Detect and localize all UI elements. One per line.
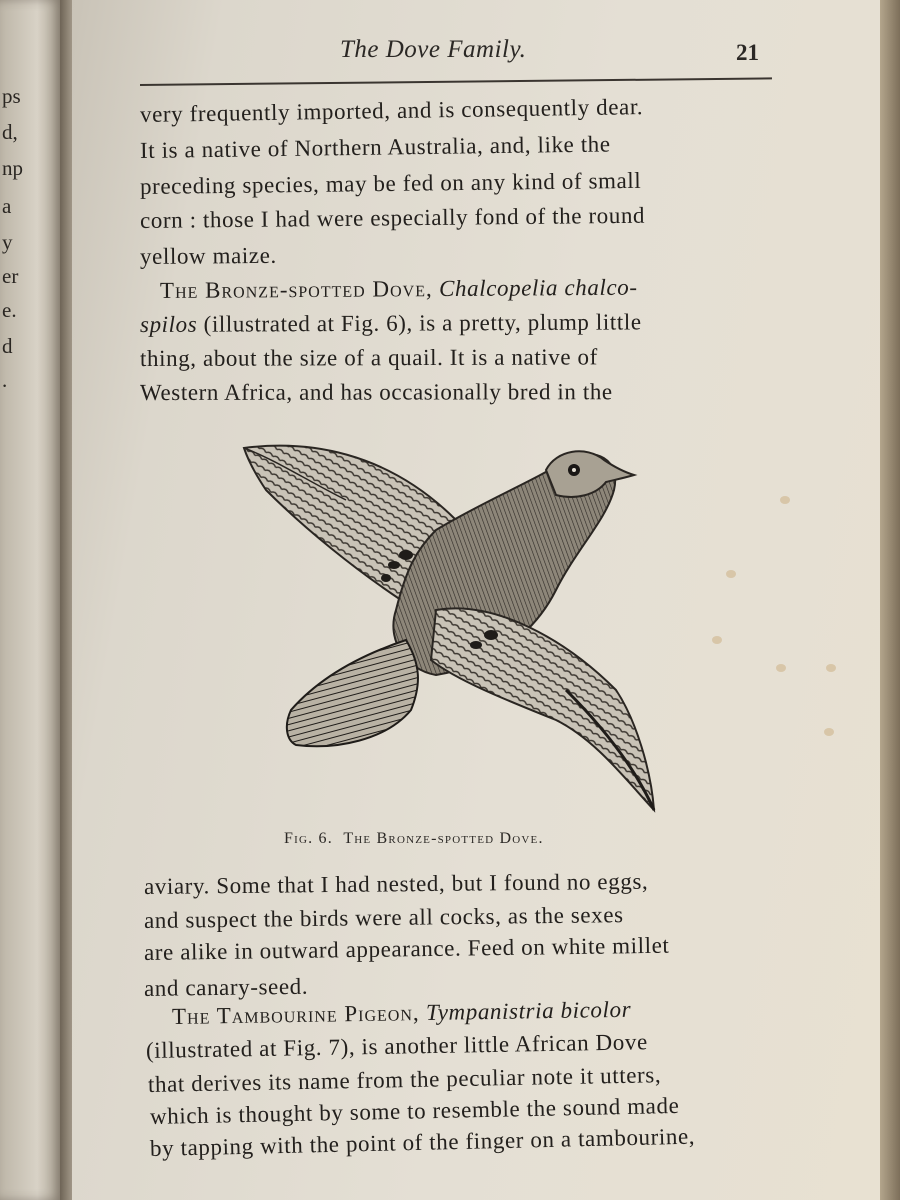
right-page-edge: [880, 0, 900, 1200]
left-page-text: e.: [2, 298, 17, 322]
left-page-text: er: [2, 264, 19, 288]
latin-name: Chalcopelia chalco-: [438, 274, 638, 302]
foxing-stain: [780, 496, 790, 504]
text-line: very frequently imported, and is consequently dear.: [139, 94, 644, 127]
page-number: 21: [736, 40, 759, 65]
text-line: and suspect the birds were all cocks, as the sexes: [143, 902, 624, 933]
foxing-stain: [824, 728, 834, 736]
text-line: yellow maize.: [139, 242, 277, 269]
text-line: [140, 309, 642, 338]
left-page-text: d,: [2, 120, 18, 144]
left-page-text: a: [2, 194, 12, 218]
species-name: The Bronze-spotted Dove,: [159, 276, 433, 303]
text-line: aviary. Some that I had nested, but I found no eggs,: [143, 868, 649, 899]
figure-number: Fig. 6.: [284, 830, 333, 847]
text-line: and canary-seed.: [143, 973, 309, 1001]
text-line: corn : those I had were especially fond of the round: [139, 202, 646, 233]
latin-name-continued: spilos: [139, 311, 198, 337]
text-line: It is a native of Northern Australia, and, like the: [139, 131, 611, 163]
left-page-text: ps: [2, 84, 21, 108]
running-head-title: The Dove Family.: [340, 36, 527, 63]
left-page-text: y: [2, 230, 13, 254]
latin-name: Tympanistria bicolor: [425, 996, 632, 1026]
text-line: thing, about the size of a quail. It is a native of: [139, 344, 598, 371]
text-line: Western Africa, and has occasionally bred in the: [139, 379, 613, 405]
left-page-text: np: [2, 156, 23, 180]
text-line: preceding species, may be fed on any kind of small: [139, 167, 642, 199]
text-line: that derives its name from the peculiar note it utters,: [147, 1062, 662, 1097]
text-line: by tapping with the point of the finger on a tambourine,: [149, 1123, 696, 1161]
left-page-edge: [0, 0, 62, 1200]
left-page-text: d: [2, 334, 13, 358]
foxing-stain: [712, 636, 722, 644]
bronze-spotted-dove-illustration: [236, 440, 656, 820]
dove-engraving-icon: [236, 440, 656, 820]
figure-caption: [284, 830, 544, 848]
text-line: (illustrated at Fig. 7), is another little African Dove: [145, 1029, 648, 1063]
text-line: which is thought by some to resemble the sound made: [149, 1092, 680, 1129]
text-segment: (illustrated at Fig. 6), is a pretty, plump little: [197, 309, 642, 337]
left-page-text: .: [2, 368, 8, 392]
foxing-stain: [726, 570, 736, 578]
figure-caption-text: The Bronze-spotted Dove.: [343, 830, 544, 847]
species-name: The Tambourine Pigeon,: [171, 1000, 420, 1029]
foxing-stain: [826, 664, 836, 672]
foxing-stain: [776, 664, 786, 672]
text-line: are alike in outward appearance. Feed on white millet: [143, 932, 670, 965]
text-line: [160, 275, 638, 304]
